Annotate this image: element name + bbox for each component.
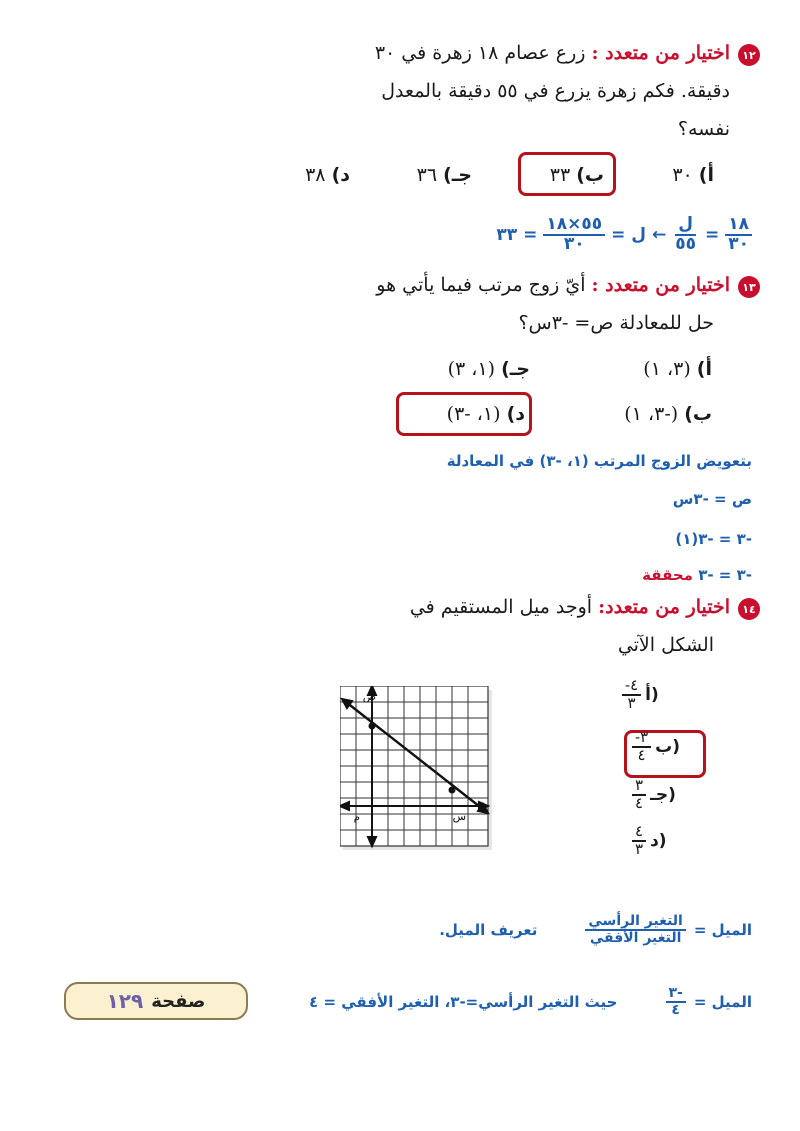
option-b[interactable]: $\frac{-٣}{٤}$ ب): [632, 730, 680, 764]
option-a[interactable]: أ) (٣، ١): [643, 358, 712, 380]
option-a[interactable]: أ) ٣٠: [672, 164, 714, 186]
page-number-badge: صفحة ١٢٩: [64, 982, 248, 1020]
origin-label: م: [353, 812, 360, 823]
line-point: [369, 723, 376, 730]
line-point: [449, 787, 456, 794]
option-b[interactable]: ب) ٣٣: [549, 164, 604, 186]
question-type-label: اختيار من متعدد :: [591, 42, 730, 64]
option-c[interactable]: جـ) ٣٦: [416, 164, 472, 186]
option-d[interactable]: د) (١، -٣): [446, 403, 525, 425]
slope-value: الميل = $\frac{-٣}{٤}$ حيث التغير الرأسي=-٣، التغير الأفقي = ٤: [309, 985, 752, 1018]
line-graph: [340, 686, 492, 850]
q13-solution-line4: -٣ = -٣ محققة: [642, 566, 752, 584]
question-number-badge: ١٣: [738, 276, 760, 298]
question-text: أوجد ميل المستقيم في: [409, 596, 593, 618]
question-text: أيّ زوج مرتب فيما يأتي هو: [376, 274, 586, 296]
q12-solution-proportion: $\frac{١٨}{٣٠}$ = $\frac{\text{ل}}{٥٥}$ ← ل = $\frac{٥٥\times ١٨}{٣٠}$ = ٣٣: [496, 216, 752, 254]
question-14-line1: [410, 596, 730, 618]
question-12-line1: [375, 42, 730, 64]
question-number-badge: ١٢: [738, 44, 760, 66]
question-number-badge: ١٤: [738, 598, 760, 620]
question-12-line2: دقيقة. فكم زهرة يزرع في ٥٥ دقيقة بالمعدل: [381, 80, 730, 102]
verified-label: محققة: [642, 566, 693, 584]
option-b[interactable]: ب) (-٣، ١): [624, 403, 712, 425]
y-axis-label: ص: [362, 690, 376, 703]
option-d[interactable]: د) ٣٨: [305, 164, 350, 186]
q13-solution-line1: بتعويض الزوج المرتب (١، -٣) في المعادلة: [446, 452, 752, 470]
option-c[interactable]: جـ) (١، ٣): [447, 358, 530, 380]
question-13-line2: حل للمعادلة ص= -٣س؟: [518, 312, 714, 334]
x-axis-label: س: [452, 810, 466, 823]
q13-solution-line3: -٣ = -٣(١): [675, 530, 752, 548]
option-d[interactable]: $\frac{٤}{٣}$ د): [632, 824, 667, 858]
question-14-line2: الشكل الآتي: [617, 634, 714, 656]
question-12-line3: نفسه؟: [677, 118, 730, 140]
option-c[interactable]: $\frac{٣}{٤}$ جـ): [632, 778, 676, 812]
question-type-label: اختيار من متعدد :: [591, 274, 730, 296]
slope-definition: الميل = $\frac{\text{التغير الرأسي}}{\text{التغير الأفقي}}$ تعريف الميل.: [439, 913, 752, 946]
question-text: زرع عصام ١٨ زهرة في ٣٠: [374, 42, 586, 64]
question-type-label: اختيار من متعدد:: [598, 596, 730, 618]
question-13-line1: [376, 274, 730, 296]
option-a[interactable]: $\frac{-٤}{٣}$ أ): [622, 678, 659, 712]
q13-solution-line2: ص = -٣س: [672, 490, 752, 508]
